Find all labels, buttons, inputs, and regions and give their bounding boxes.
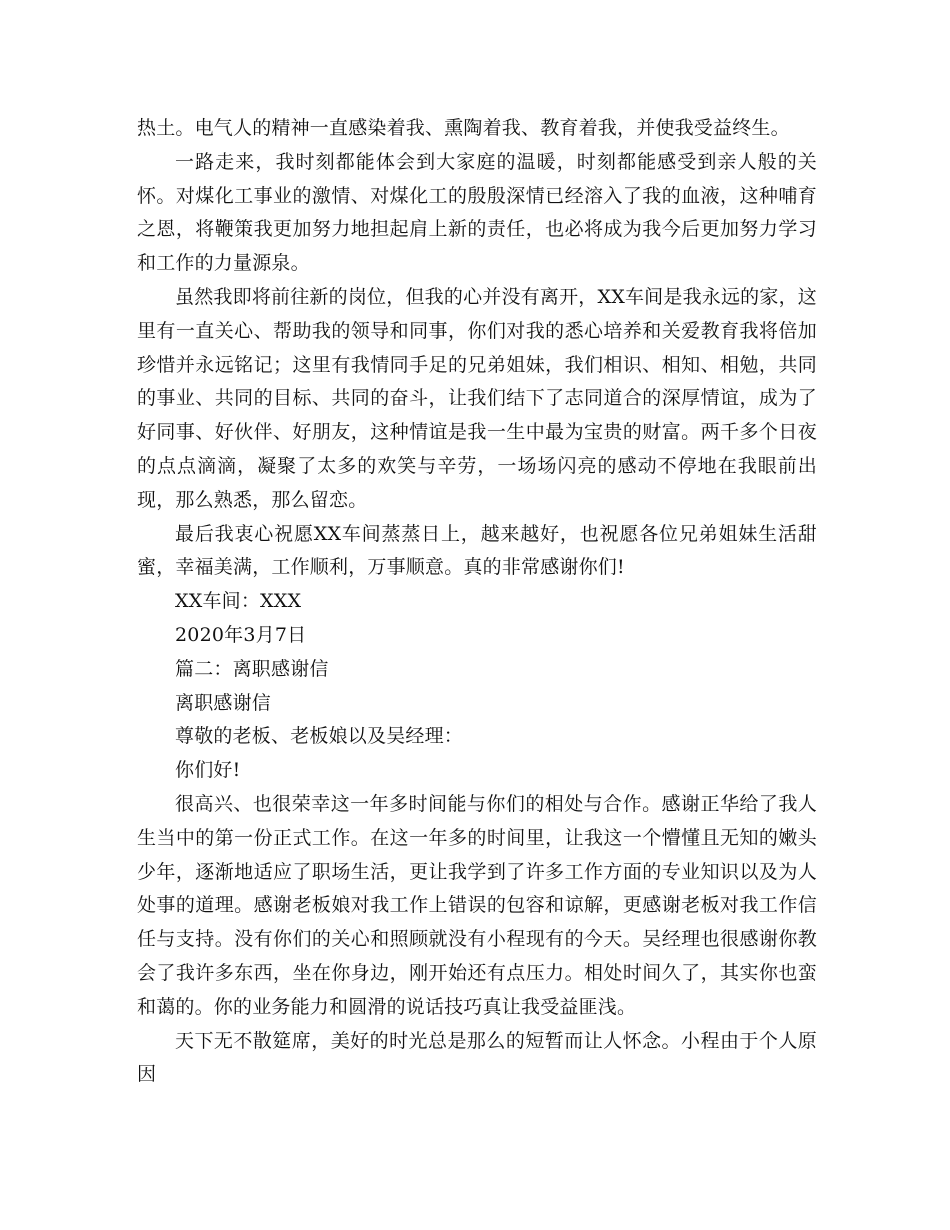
letter-title: 离职感谢信 xyxy=(175,691,272,714)
paragraph-farewell: 天下无不散筵席，美好的时光总是那么的短暂而让人怀念。小程由于个人原因 xyxy=(137,1029,817,1086)
section-heading: 篇二：离职感谢信 xyxy=(175,657,329,680)
paragraph-gratitude: 一路走来，我时刻都能体会到大家庭的温暖，时刻都能感受到亲人般的关怀。对煤化工事业的激情、对煤化工的殷殷深情已经溶入了我的血液，这种哺育之恩，将鞭策我更加努力地担起肩上新的责任，也必将成为我今后更加努力学习和工作的力量源泉。 xyxy=(137,150,817,275)
letter-salutation: 尊敬的老板、老板娘以及吴经理： xyxy=(175,725,464,748)
letter-greeting: 你们好! xyxy=(175,759,241,782)
signature-workshop: XX车间：XXX xyxy=(175,590,302,613)
paragraph-thanks-work: 很高兴、也很荣幸这一年多时间能与你们的相处与合作。感谢正华给了我人生当中的第一份正式工作。在这一年多的时间里，让我这一个懵懂且无知的嫩头少年，逐渐地适应了职场生活，更让我学到了许多工作方面的专业知识以及为人处事的道理。感谢老板娘对我工作上错误的包容和谅解，更感谢老板对我工作信任与支持。没有你们的关心和照顾就没有小程现有的今天。吴经理也很感谢你教会了我许多东西，坐在你身边，刚开始还有点压力。相处时间久了，其实你也蛮和蔼的。你的业务能力和圆滑的说话技巧真让我受益匪浅。 xyxy=(137,792,817,1018)
signature-date: 2020年3月7日 xyxy=(175,623,307,646)
paragraph-wishes: 最后我衷心祝愿XX车间蒸蒸日上，越来越好，也祝愿各位兄弟姐妹生活甜蜜，幸福美满，工作顺利，万事顺意。真的非常感谢你们! xyxy=(137,522,817,579)
paragraph-workshop-home: 虽然我即将前往新的岗位，但我的心并没有离开，XX车间是我永远的家，这里有一直关心、帮助我的领导和同事，你们对我的悉心培养和关爱教育我将倍加珍惜并永远铭记；这里有我情同手足的兄弟姐妹，我们相识、相知、相勉，共同的事业、共同的目标、共同的奋斗，让我们结下了志同道合的深厚情谊，成为了好同事、好伙伴、好朋友，这种情谊是我一生中最为宝贵的财富。两千多个日夜的点点滴滴，凝聚了太多的欢笑与辛劳，一场场闪亮的感动不停地在我眼前出现，那么熟悉，那么留恋。 xyxy=(137,285,817,511)
letter-body xyxy=(137,112,817,1092)
paragraph-continuation: 热土。电气人的精神一直感染着我、熏陶着我、教育着我，并使我受益终生。 xyxy=(137,117,790,139)
